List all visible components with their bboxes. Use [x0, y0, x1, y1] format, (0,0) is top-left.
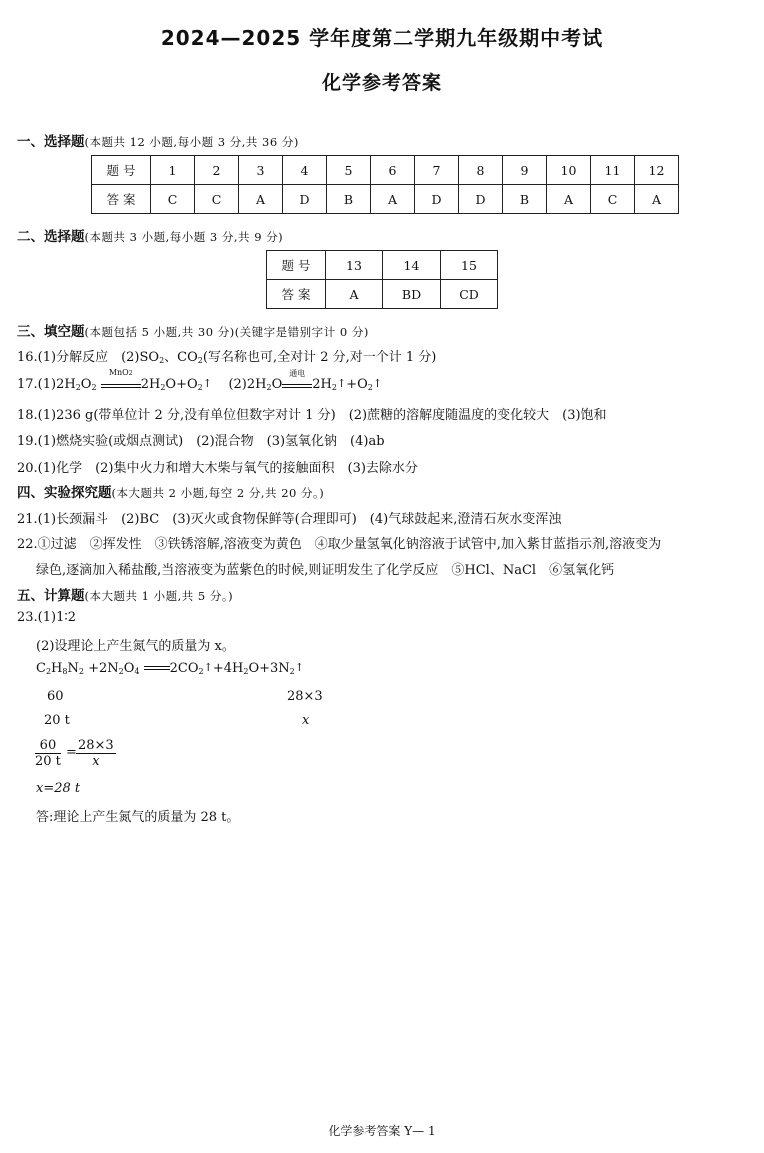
gas-arrow-icon: ↑	[203, 661, 213, 674]
reaction-condition-electrolysis	[282, 369, 312, 388]
gas-arrow-icon: ↑	[202, 377, 212, 390]
answer-22-line2: 绿色,逐滴加入稀盐酸,当溶液变为蓝紫色的时候,则证明发生了化学反应 ⑤HCl、NaCl ⑥氢氧化钙	[36, 563, 615, 578]
answer-23-2: (2)设理论上产生氮气的质量为 x。	[36, 639, 235, 654]
fraction-denominator: 20 t	[35, 754, 61, 769]
equals-sign: =	[66, 745, 77, 760]
answer-20: 20.(1)化学 (2)集中火力和增大木柴与氧气的接触面积 (3)去除水分	[17, 461, 418, 476]
table-row-label: 答 案	[92, 185, 151, 214]
answer-cell: D	[283, 185, 327, 214]
answer-22-line1: 22.①过滤 ②挥发性 ③铁锈溶解,溶液变为黄色 ④取少量氢氧化钠溶液于试管中,加入紫甘蓝指示剂,溶液变为	[17, 537, 662, 552]
answer-16-part-c: (写名称也可,全对计 2 分,对一个计 1 分)	[202, 350, 437, 365]
table-row-label: 答 案	[267, 280, 326, 309]
exam-title: 2024—2025 学年度第二学期九年级期中考试	[160, 26, 604, 50]
answer-16: 16.(1)分解反应 $(2)SO_2$、$CO_2$(写名称也可,全对计 2 分,对一个计 1 分)	[17, 350, 437, 365]
answer-cell: BD	[383, 280, 441, 309]
section3-title: 三、填空题	[17, 324, 85, 340]
gas-arrow-icon: ↑	[294, 661, 304, 674]
question-number: 3	[239, 156, 283, 185]
answer-cell: A	[239, 185, 283, 214]
question-number: 5	[327, 156, 371, 185]
answer-17-part2-label: (2)	[228, 377, 247, 392]
section5-note: (本大题共 1 小题,共 5 分。)	[84, 589, 234, 603]
relative-mass-right: 28×3	[287, 689, 323, 704]
answer-cell: A	[326, 280, 383, 309]
answer-16-part-b: 、CO	[164, 350, 198, 365]
section2-note: (本题共 3 小题,每小题 3 分,共 9 分)	[84, 230, 284, 244]
section3-heading	[17, 320, 369, 340]
equals-sign-icon	[144, 666, 170, 670]
question-number: 1	[151, 156, 195, 185]
final-answer: 答:理论上产生氮气的质量为 28 t。	[36, 810, 240, 825]
section5-title: 五、计算题	[17, 588, 85, 604]
result-line: x=28 t	[36, 781, 81, 796]
answer-cell: C	[591, 185, 635, 214]
reaction-condition-catalyst: MnO2	[101, 378, 141, 388]
answer-19: 19.(1)燃烧实验(或烟点测试) (2)混合物 (3)氢氧化钠 (4)ab	[17, 434, 385, 449]
answer-cell: D	[415, 185, 459, 214]
section1-heading	[17, 130, 299, 150]
answer-cell: B	[327, 185, 371, 214]
proportion-fraction-right	[76, 738, 116, 769]
section3-note: (本题包括 5 小题,共 30 分)(关键字是错别字计 0 分)	[84, 325, 369, 339]
section1-note: (本题共 12 小题,每小题 3 分,共 36 分)	[84, 135, 299, 149]
section4-title: 四、实验探究题	[17, 485, 112, 501]
electrolysis-label: 通电	[289, 369, 306, 378]
answer-cell: A	[371, 185, 415, 214]
fraction-numerator: 28×3	[78, 738, 114, 753]
reaction-equation: $C_2H_8N_2 +2N_2O_4$ $2CO_2↑+4H_2O+3N_2↑$	[36, 661, 304, 676]
given-mass: 20 t	[44, 713, 70, 728]
answer-16-part-a: 16.(1)分解反应 (2)SO	[17, 350, 160, 365]
table-row-label: 题 号	[267, 251, 326, 280]
question-number: 4	[283, 156, 327, 185]
section2-answer-table	[266, 250, 498, 309]
section5-heading	[17, 584, 233, 604]
question-number: 13	[326, 251, 383, 280]
question-number: 10	[547, 156, 591, 185]
answer-cell: C	[151, 185, 195, 214]
unknown-mass: x	[302, 713, 310, 728]
section1-title: 一、选择题	[17, 134, 85, 150]
proportion-fraction-left	[35, 738, 61, 769]
answer-23-1: 23.(1)1∶2	[17, 610, 77, 625]
fraction-numerator: 60	[35, 738, 61, 754]
question-number: 8	[459, 156, 503, 185]
answer-cell: A	[547, 185, 591, 214]
answer-17: $17.(1)2H_2O_2$ MnO2 $2H_2O+O_2↑$ $(2)2H_2O$ 通电 $2H_2↑+O_2↑$	[17, 368, 383, 392]
section2-title: 二、选择题	[17, 229, 85, 245]
gas-arrow-icon: ↑	[336, 377, 347, 390]
question-number: 7	[415, 156, 459, 185]
fraction-denominator: x	[92, 754, 100, 769]
exam-subtitle: 化学参考答案	[321, 72, 442, 94]
question-number: 2	[195, 156, 239, 185]
catalyst-label: MnO	[108, 368, 129, 377]
answer-18: 18.(1)236 g(带单位计 2 分,没有单位但数字对计 1 分) (2)蔗糖的溶解度随温度的变化较大 (3)饱和	[17, 408, 607, 423]
question-number: 9	[503, 156, 547, 185]
answer-21: 21.(1)长颈漏斗 (2)BC (3)灭火或食物保鲜等(合理即可) (4)气球鼓起来,澄清石灰水变浑浊	[17, 512, 562, 527]
section1-answer-table	[91, 155, 679, 214]
answer-cell: B	[503, 185, 547, 214]
question-number: 12	[635, 156, 679, 185]
relative-mass-left: 60	[47, 689, 64, 704]
answer-cell: CD	[441, 280, 498, 309]
page-footer: 化学参考答案 Y— 1	[328, 1124, 436, 1138]
question-number: 6	[371, 156, 415, 185]
section4-note: (本大题共 2 小题,每空 2 分,共 20 分。)	[111, 486, 325, 500]
answer-17-prefix: 17.(1)	[17, 377, 57, 392]
section4-heading	[17, 481, 324, 501]
gas-arrow-icon: ↑	[372, 377, 383, 390]
question-number: 11	[591, 156, 635, 185]
question-number: 14	[383, 251, 441, 280]
question-number: 15	[441, 251, 498, 280]
section2-heading	[17, 225, 283, 245]
answer-cell: C	[195, 185, 239, 214]
answer-cell: A	[635, 185, 679, 214]
answer-cell: D	[459, 185, 503, 214]
table-row-label: 题 号	[92, 156, 151, 185]
